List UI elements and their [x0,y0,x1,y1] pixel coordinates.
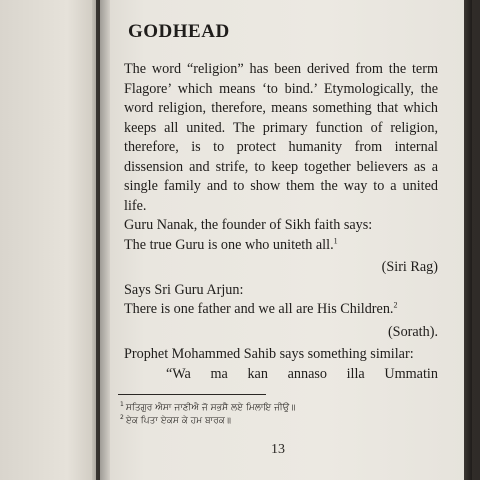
arjun-source: (Sorath). [387,323,438,340]
page-dark-edge [464,0,472,480]
footnote-2 [120,415,420,428]
page-content [124,14,438,384]
chapter-heading: GODHEAD [128,21,230,42]
nanak-quote-line [124,236,438,256]
page-body [124,60,438,384]
prophet-text: Prophet Mohammed Sahib says something similar: [124,346,414,362]
previous-page-edge [0,0,96,480]
page-number: 13 [271,442,285,457]
arjun-quote-line [124,300,438,320]
quote-word: illa [346,365,365,382]
quote-word: ma [210,365,228,382]
footnote-ref-1: 1 [333,235,338,245]
footnote-1-text: ਸਤਿਗੁਰ ਐਸਾ ਜਾਣੀਐ ਜੋ ਸਭਸੈ ਲਏ ਮਿਲਾਇ ਜੀਉ॥ [125,403,296,413]
quote-word: annaso [287,365,327,382]
arjun-quote: There is one father and we all are His Children. [124,301,394,317]
nanak-quote: The true Guru is one who uniteth all. [124,236,334,253]
footnote-ref-2: 2 [393,300,398,310]
footnote-2-ref: 2 [120,413,124,421]
book-gutter [92,0,110,480]
footnote-1 [120,402,420,415]
quote-word: Ummatin [384,365,438,382]
nanak-intro: Guru Nanak, the founder of Sikh faith says: [124,217,373,233]
footnotes [120,402,420,427]
quote-word: kan [247,365,268,382]
arabic-quote-line [124,365,438,385]
quote-word: “Wa [166,365,191,382]
arjun-intro: Says Sri Guru Arjun: [124,281,244,298]
footnote-1-ref: 1 [120,401,124,408]
nanak-source: (Siri Rag) [381,259,438,275]
intro-paragraph: The word “religion” has been derived from the term Flagore’ which means ‘to bind.’ Etymologically, the word religion, therefore, means something that which keeps all united. The primary function of religion, therefore, is to protect humanity from internal dissension and strife, to keep together believers as a single family and to show them the way to a united life. [124,61,438,214]
footnote-2-text: ਏਕ ਪਿਤਾ ਏਕਸ ਕੇ ਹਮ ਬਾਰਕ॥ [125,415,231,426]
book-page [100,0,472,480]
footnote-divider [118,394,266,395]
